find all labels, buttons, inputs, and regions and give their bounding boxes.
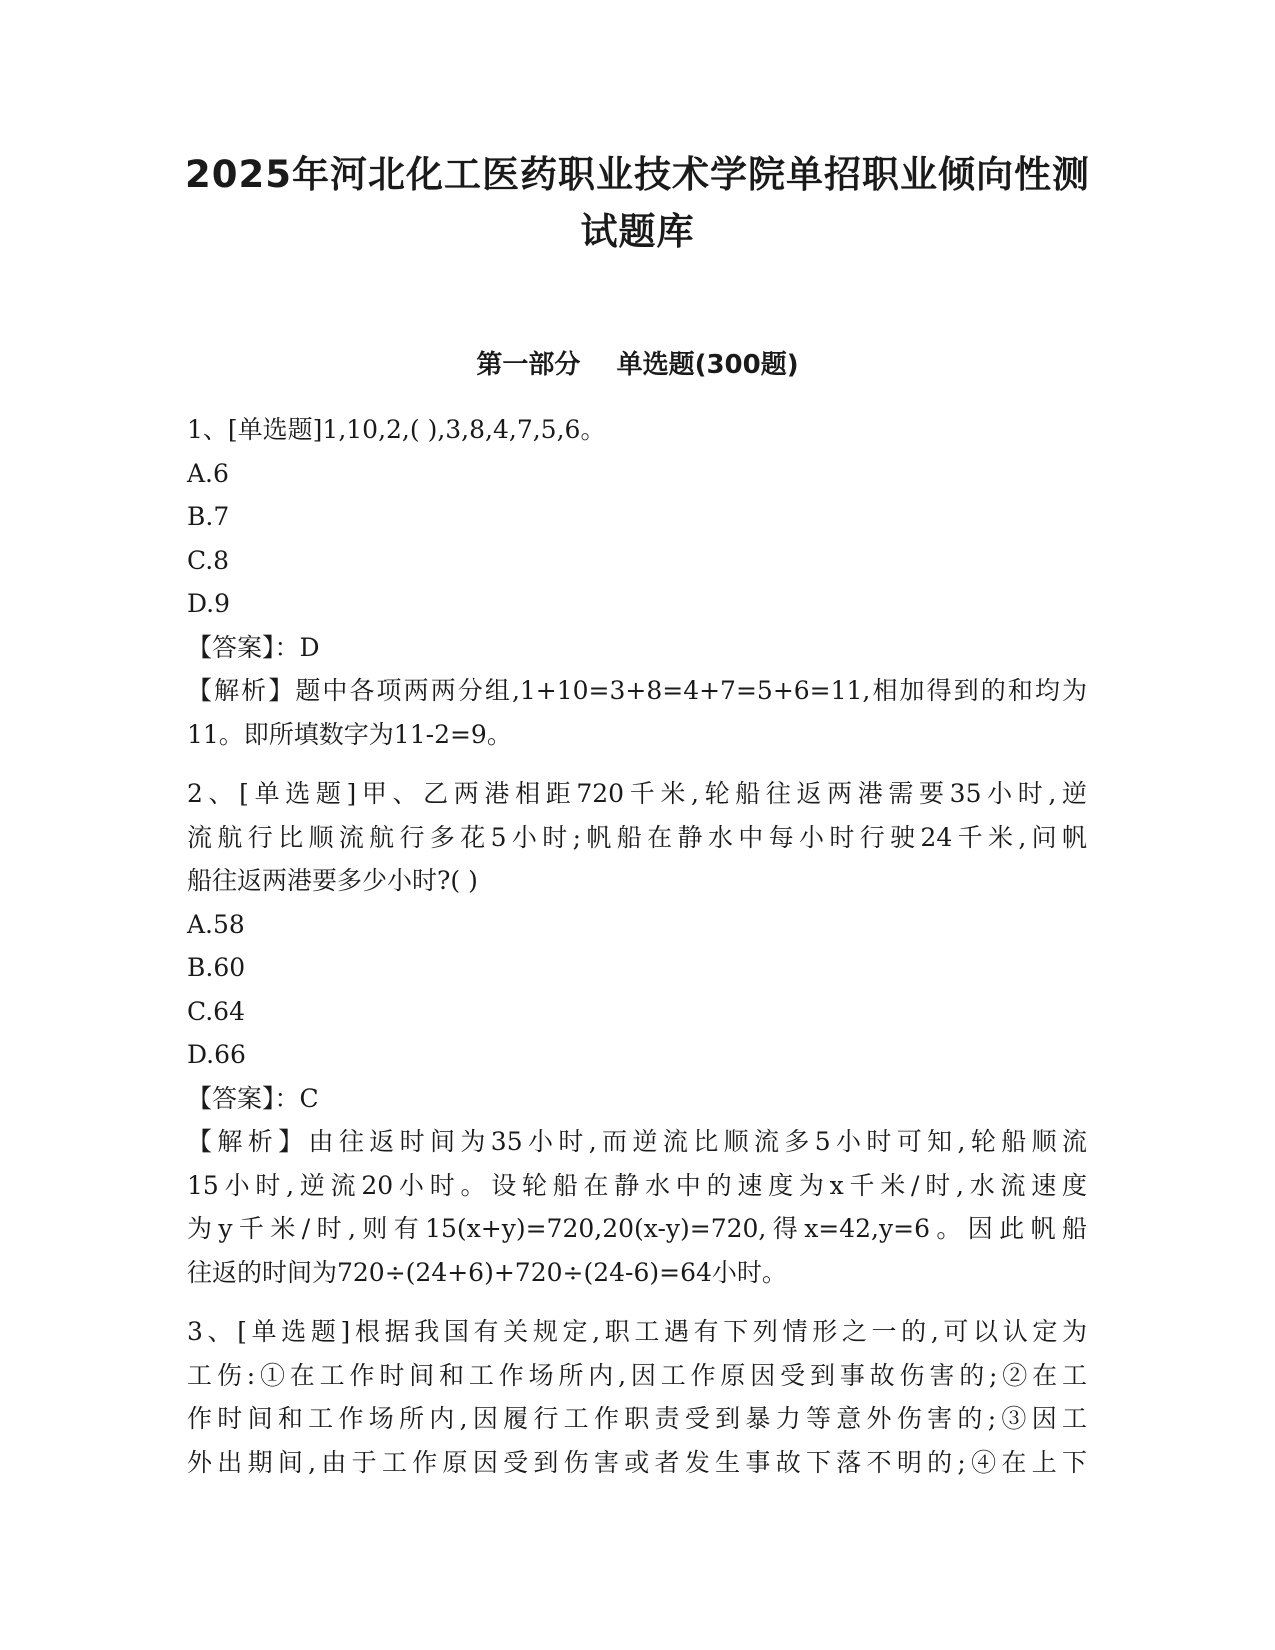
- question-list: [187, 408, 1087, 1484]
- question-3-stem-line-3: 作时间和工作场所内,因履行工作职责受到暴力等意外伤害的;③因工: [187, 1404, 1087, 1433]
- question-1-option-b: B.7: [187, 502, 230, 531]
- document-title: [160, 146, 1115, 260]
- question-spacer: [187, 756, 1087, 772]
- question-1-stem: 1、[单选题]1,10,2,( ),3,8,4,7,5,6。: [187, 415, 606, 444]
- question-2-stem-line-2: 流航行比顺流航行多花5小时;帆船在静水中每小时行驶24千米,问帆: [187, 822, 1087, 852]
- question-2-option-b: B.60: [187, 953, 246, 982]
- question-2-analysis-line-3: 为y千米/时,则有15(x+y)=720,20(x-y)=720,得x=42,y=6。因此帆船: [187, 1214, 1087, 1243]
- question-1-answer: 【答案】：D: [187, 632, 320, 662]
- question-3-stem-line-4: 外出期间,由于工作原因受到伤害或者发生事故下落不明的;④在上下: [187, 1447, 1087, 1477]
- question-3-stem-line-2: 工伤:①在工作时间和工作场所内,因工作原因受到事故伤害的;②在工: [187, 1360, 1087, 1390]
- question-2-option-a: A.58: [187, 909, 245, 939]
- question-2-answer: 【答案】：C: [187, 1083, 319, 1113]
- question-1-option-c: C.8: [187, 545, 230, 575]
- question-3: [187, 1310, 1087, 1484]
- document-title-line-1: 2025年河北化工医药职业技术学院单招职业倾向性测: [185, 153, 1090, 196]
- question-2: [187, 772, 1087, 1294]
- question-1-option-d: D.9: [187, 589, 231, 618]
- document-title-line-2: 试题库: [580, 210, 695, 253]
- question-2-option-c: C.64: [187, 996, 245, 1026]
- question-2-stem-line-1: 2、[单选题]甲、乙两港相距720千米,轮船往返两港需要35小时,逆: [187, 779, 1087, 808]
- question-2-stem-line-3: 船往返两港要多少小时?( ): [187, 866, 478, 895]
- question-3-stem-line-1: 3、[单选题]根据我国有关规定,职工遇有下列情形之一的,可以认定为: [187, 1317, 1087, 1346]
- question-1-option-a: A.6: [187, 458, 229, 488]
- question-2-analysis-line-2: 15小时,逆流20小时。设轮船在静水中的速度为x千米/时,水流速度: [187, 1170, 1087, 1200]
- question-2-analysis-line-1: 【解析】由往返时间为35小时,而逆流比顺流多5小时可知,轮船顺流: [187, 1127, 1087, 1156]
- section-heading: 第一部分 单选题(300题): [476, 350, 799, 380]
- question-1-analysis-line-2: 11。即所填数字为11-2=9。: [187, 719, 512, 749]
- question-2-analysis-line-4: 往返的时间为720÷(24+6)+720÷(24-6)=64小时。: [187, 1257, 787, 1287]
- question-spacer: [187, 1294, 1087, 1310]
- question-2-option-d: D.66: [187, 1040, 246, 1069]
- question-1: [187, 408, 1087, 756]
- question-1-analysis-line-1: 【解析】题中各项两两分组,1+10=3+8=4+7=5+6=11,相加得到的和均为: [187, 676, 1087, 705]
